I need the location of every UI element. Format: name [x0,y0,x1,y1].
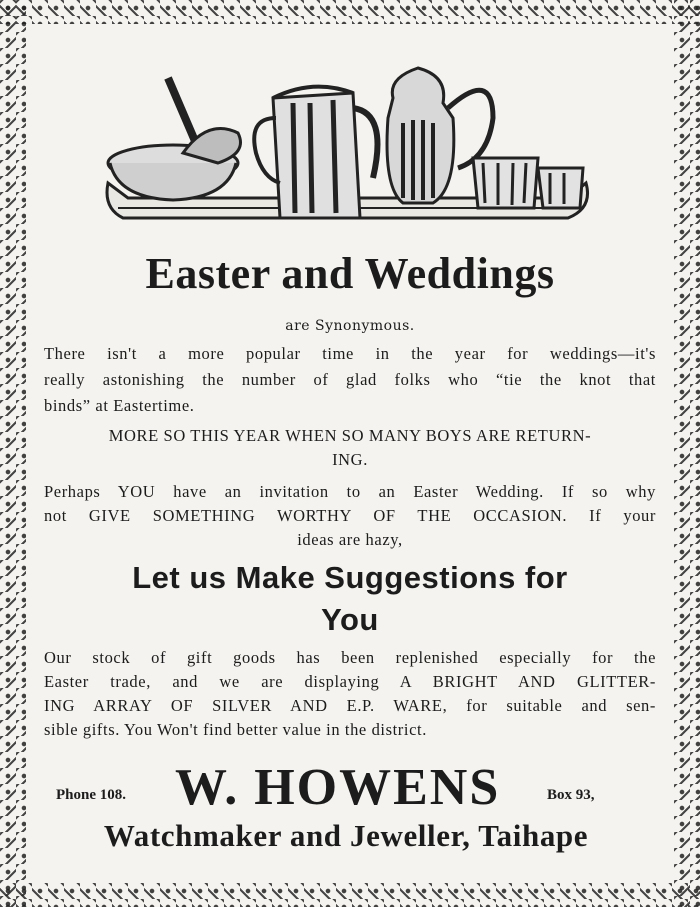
decorative-border-bottom [0,883,700,907]
para4-line: Easter trade, and we are displaying A BRIGHT AND GLITTER- [44,672,656,691]
para3-line: Perhaps YOU have an invitation to an Easter Wedding. If so why [44,482,656,501]
decorative-border-right [674,0,700,907]
para4-line: Our stock of gift goods has been replenished especially for the [44,648,656,667]
tea-set-illustration [98,58,598,238]
box-number: Box 93, [547,787,595,803]
decorative-border-left [0,0,26,907]
para4-line: sible gifts. You Won't find better value in the district. [44,720,427,739]
para1-line: binds” at Eastertime. [44,396,195,415]
para2-line: ING. [332,450,368,469]
para3-line: ideas are hazy, [297,530,403,549]
para2-line: MORE SO THIS YEAR WHEN SO MANY BOYS ARE RETURN- [108,426,592,445]
phone-number: Phone 108. [56,787,127,803]
para1-line: really astonishing the number of glad folks who “tie the knot that [44,370,656,389]
ad-heading: Easter and Weddings [145,249,555,298]
para1-line: There isn't a more popular time in the year for weddings—it's [44,344,656,363]
decorative-border-top [0,0,700,24]
para3-line: not GIVE SOMETHING WORTHY OF THE OCCASION. If your [44,506,656,525]
business-footer: Watchmaker and Jeweller, Taihape [103,818,589,853]
para4-line: ING ARRAY OF SILVER AND E.P. WARE, for suitable and sen- [44,696,656,715]
ad-subheading: are Synonymous. [285,318,415,334]
brand-name: W. HOWENS [175,759,501,816]
suggestions-heading: You [321,602,379,637]
suggestions-heading: Let us Make Suggestions for [132,560,568,595]
